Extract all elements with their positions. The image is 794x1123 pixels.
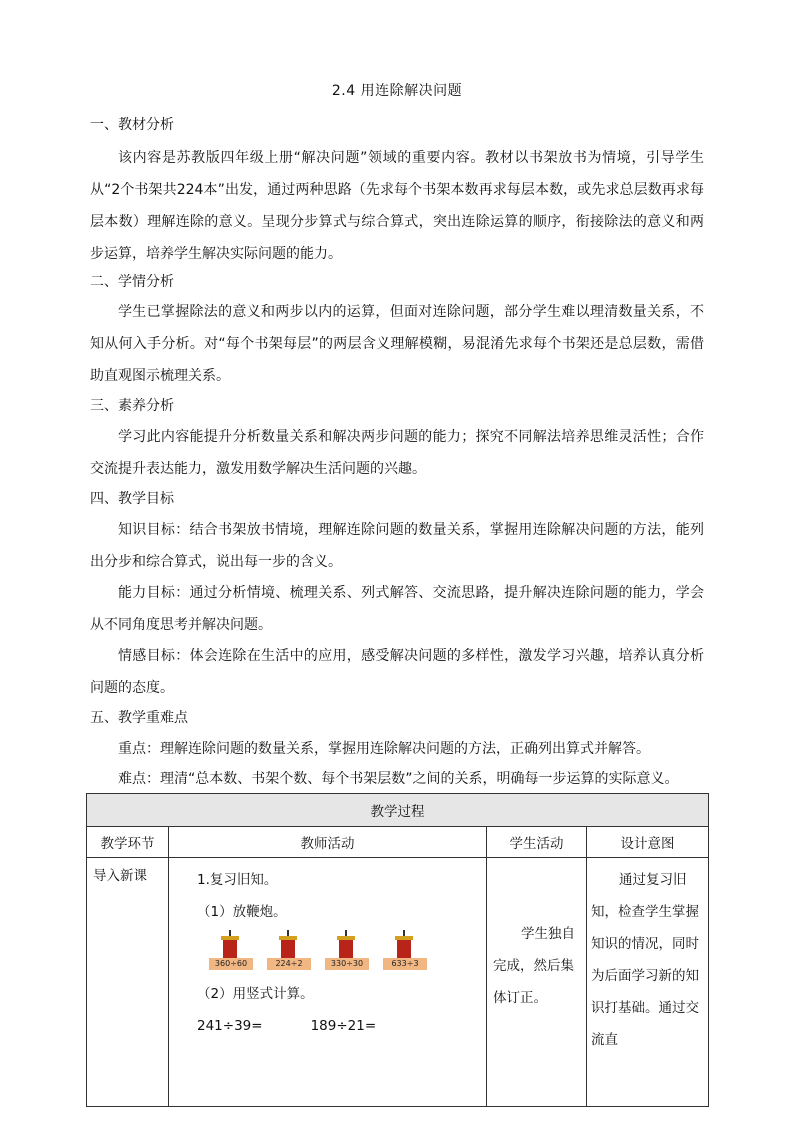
design-intent-cell: 通过复习旧知，检查学生掌握知识的情况，同时为后面学习新的知识打基础。通过交流直 [587,858,709,1107]
stage-cell: 导入新课 [87,858,169,1107]
section-heading-student-analysis: 二、学情分析 [90,274,174,290]
section-heading-key-points: 五、教学重难点 [90,710,188,726]
ability-goal-paragraph: 能力目标：通过分析情境、梳理关系、列式解答、交流思路，提升解决连除问题的能力，学会从不同角度思考并解决问题。 [90,585,704,633]
firecracker-icon [325,932,369,972]
firecracker-icon [209,932,253,972]
firecracker-icon [267,932,311,972]
page-title: 2.4 用连除解决问题 [331,83,463,99]
key-point-paragraph: 重点：理解连除问题的数量关系，掌握用连除解决问题的方法，正确列出算式并解答。 [118,741,650,757]
textbook-analysis-paragraph: 该内容是苏教版四年级上册“解决问题”领域的重要内容。教材以书架放书为情境，引导学生从“2个书架共224本”出发，通过两种思路（先求每个书架本数再求每层本数，或先求总层数再求每层本数）理解连除的意义。呈现分步算式与综合算式，突出连除运算的顺序，衔接除法的意义和两步运算，培养学生解决实际问题的能力。 [90,150,704,262]
teacher-activity-cell [169,858,487,1107]
section-heading-textbook-analysis: 一、教材分析 [90,117,174,133]
table-row [87,858,709,1107]
section-heading-literacy-analysis: 三、素养分析 [90,398,174,414]
firecracker-label: 633÷3 [383,958,427,970]
firecracker-group [209,932,486,972]
table-header: 教学过程 [87,794,709,827]
calculation-1: 241÷39= [197,1018,263,1034]
literacy-analysis-paragraph: 学习此内容能提升分析数量关系和解决两步问题的能力；探究不同解法培养思维灵活性；合作交流提升表达能力，激发用数学解决生活问题的兴趣。 [90,429,704,477]
column-header-student: 学生活动 [487,827,587,858]
emotion-goal-paragraph: 情感目标：体会连除在生活中的应用，感受解决问题的多样性，激发学习兴趣，培养认真分析问题的态度。 [90,648,704,696]
calculation-2: 189÷21= [310,1018,377,1034]
vertical-calculation-heading: （2）用竖式计算。 [197,986,314,1002]
teaching-process-table [86,793,709,1107]
firecracker-label: 330÷30 [325,958,369,970]
firecracker-icon [383,932,427,972]
section-heading-teaching-goals: 四、教学目标 [90,491,174,507]
review-heading: 1.复习旧知。 [197,872,278,888]
calculation-row [197,1010,486,1042]
firecracker-label: 360÷60 [209,958,253,970]
column-header-stage: 教学环节 [87,827,169,858]
firecracker-heading: （1）放鞭炮。 [197,904,287,920]
student-analysis-paragraph: 学生已掌握除法的意义和两步以内的运算，但面对连除问题，部分学生难以理清数量关系，不知从何入手分析。对“每个书架每层”的两层含义理解模糊，易混淆先求每个书架还是总层数，需借助直观图示梳理关系。 [90,304,704,384]
column-header-teacher: 教师活动 [169,827,487,858]
student-activity-cell: 学生独自完成，然后集体订正。 [487,858,587,1107]
firecracker-label: 224÷2 [267,958,311,970]
difficult-point-paragraph: 难点：理清“总本数、书架个数、每个书架层数”之间的关系，明确每一步运算的实际意义。 [118,771,679,787]
knowledge-goal-paragraph: 知识目标：结合书架放书情境，理解连除问题的数量关系，掌握用连除解决问题的方法，能列出分步和综合算式，说出每一步的含义。 [90,522,704,570]
column-header-design: 设计意图 [587,827,709,858]
